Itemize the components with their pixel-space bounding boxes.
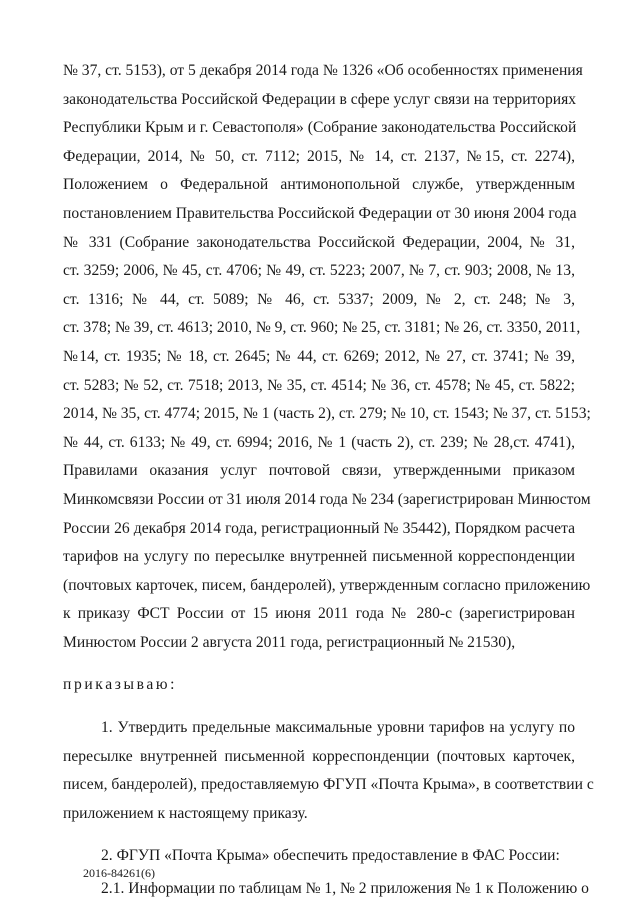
item-2-paragraph: 2. ФГУП «Почта Крыма» обеспечить предоставление в ФАС России: bbox=[101, 847, 560, 865]
text-line: Правилами оказания услуг почтовой связи, утвержденными приказом bbox=[63, 462, 575, 480]
text-line: писем, бандеролей), предоставляемую ФГУП «Почта Крыма», в соответствии с bbox=[63, 776, 594, 794]
text-line: №14, ст. 1935; № 18, ст. 2645; № 44, ст. 6269; 2012, № 27, ст. 3741; № 39, bbox=[63, 347, 575, 365]
text-line: к приказу ФСТ России от 15 июня 2011 года № 280-с (зарегистрирован bbox=[63, 605, 575, 623]
document-body bbox=[63, 57, 594, 904]
text-line: (почтовых карточек, писем, бандеролей), утвержденным согласно приложению bbox=[63, 576, 591, 594]
text-line: законодательства Российской Федерации в сфере услуг связи на территориях bbox=[63, 90, 577, 108]
text-line: № 37, ст. 5153), от 5 декабря 2014 года № 1326 «Об особенностях применения bbox=[63, 62, 583, 79]
text-line: Федерации, 2014, № 50, ст. 7112; 2015, № 14, ст. 2137, №15, ст. 2274), bbox=[63, 147, 575, 165]
legal-basis-paragraph bbox=[63, 57, 591, 657]
text-line: Положением о Федеральной антимонопольной службе, утвержденным bbox=[63, 176, 575, 194]
text-line: Минюстом России 2 августа 2011 года, регистрационный № 21530), bbox=[63, 633, 516, 651]
paragraph-gap bbox=[63, 828, 575, 842]
text-line: тарифов на услугу по пересылке внутренней письменной корреспонденции bbox=[63, 548, 575, 566]
text-line: ст. 3259; 2006, № 45, ст. 4706; № 49, ст. 5223; 2007, № 7, ст. 903; 2008, № 13, bbox=[63, 262, 575, 280]
item-1-paragraph bbox=[63, 714, 594, 828]
text-line: ст. 378; № 39, ст. 4613; 2010, № 9, ст. 960; № 25, ст. 3181; № 26, ст. 3350, 2011, bbox=[63, 319, 581, 337]
item-2-1-paragraph: 2.1. Информации по таблицам № 1, № 2 приложения № 1 к Положению о bbox=[101, 880, 589, 898]
text-line: 2014, № 35, ст. 4774; 2015, № 1 (часть 2), ст. 279; № 10, ст. 1543; № 37, ст. 5153; bbox=[63, 405, 591, 423]
order-word: приказываю: bbox=[63, 676, 178, 694]
text-line: 1. Утвердить предельные максимальные уровни тарифов на услугу по bbox=[101, 719, 575, 737]
text-line: ст. 1316; № 44, ст. 5089; № 46, ст. 5337; 2009, № 2, ст. 248; № 3, bbox=[63, 290, 575, 308]
text-line: Минкомсвязи России от 31 июля 2014 года № 234 (зарегистрирован Минюстом bbox=[63, 490, 591, 508]
text-line: Республики Крым и г. Севастополя» (Собрание законодательства Российской bbox=[63, 119, 577, 137]
text-line: № 44, ст. 6133; № 49, ст. 6994; 2016, № 1 (часть 2), ст. 239; № 28,ст. 4741), bbox=[63, 433, 575, 451]
paragraph-gap bbox=[63, 657, 575, 671]
text-line: постановлением Правительства Российской Федерации от 30 июня 2004 года bbox=[63, 204, 577, 222]
text-line: ст. 5283; № 52, ст. 7518; 2013, № 35, ст. 4514; № 36, ст. 4578; № 45, ст. 5822; bbox=[63, 376, 575, 394]
text-line: пересылке внутренней письменной корреспонденции (почтовых карточек, bbox=[63, 747, 575, 765]
paragraph-gap bbox=[63, 700, 575, 714]
document-code: 2016-84261(6) bbox=[83, 866, 155, 880]
text-line: приложением к настоящему приказу. bbox=[63, 804, 308, 822]
text-line: № 331 (Собрание законодательства Российской Федерации, 2004, № 31, bbox=[63, 233, 575, 251]
text-line: России 26 декабря 2014 года, регистрационный № 35442), Порядком расчета bbox=[63, 519, 575, 537]
